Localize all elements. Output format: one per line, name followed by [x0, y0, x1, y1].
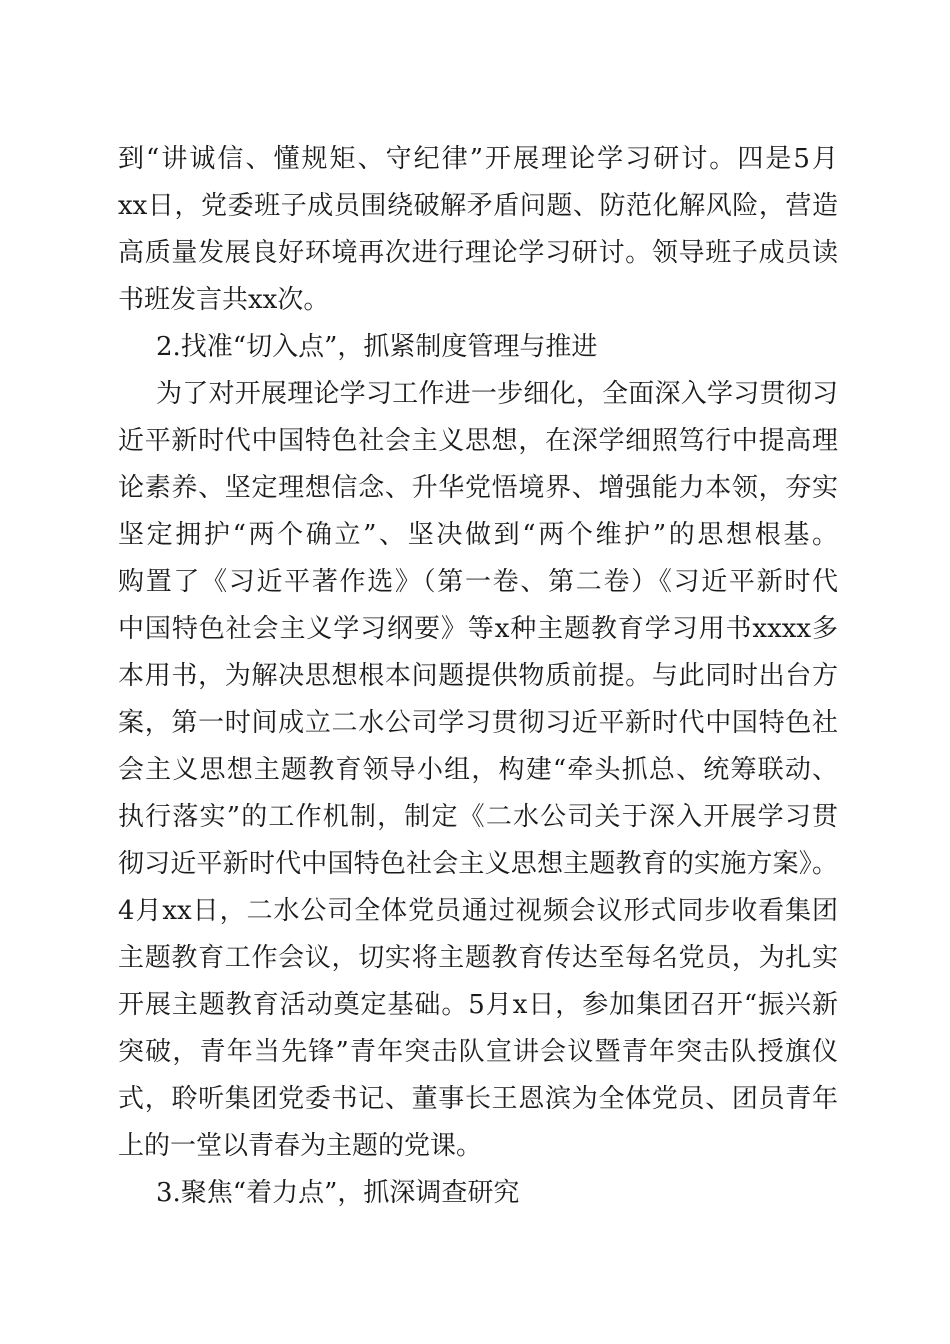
text-line: 突破，青年当先锋”青年突击队宣讲会议暨青年突击队授旗仪	[118, 1037, 838, 1067]
text-line: 案，第一时间成立二水公司学习贯彻习近平新时代中国特色社	[118, 708, 838, 738]
text-line: 为了对开展理论学习工作进一步细化，全面深入学习贯彻习	[156, 379, 838, 409]
text-line: xx日，党委班子成员围绕破解矛盾问题、防范化解风险，营造	[118, 191, 838, 221]
text-line: 执行落实”的工作机制，制定《二水公司关于深入开展学习贯	[118, 802, 838, 832]
text-line: 书班发言共xx次。	[118, 285, 330, 315]
text-line: 近平新时代中国特色社会主义思想，在深学细照笃行中提高理	[118, 426, 838, 456]
text-line: 购置了《习近平著作选》（第一卷、第二卷）《习近平新时代	[118, 567, 838, 597]
text-line: 中国特色社会主义学习纲要》等x种主题教育学习用书xxxx多	[118, 614, 838, 644]
text-line: 上的一堂以青春为主题的党课。	[118, 1131, 483, 1161]
text-line: 论素养、坚定理想信念、升华党悟境界、增强能力本领，夯实	[118, 473, 838, 503]
text-line: 开展主题教育活动奠定基础。5月x日，参加集团召开“振兴新	[118, 990, 838, 1020]
text-line: 本用书，为解决思想根本问题提供物质前提。与此同时出台方	[118, 661, 838, 691]
section-heading: 3.聚焦“着力点”，抓深调查研究	[156, 1178, 520, 1208]
text-line: 主题教育工作会议，切实将主题教育传达至每名党员，为扎实	[118, 943, 838, 973]
text-line: 坚定拥护“两个确立”、坚决做到“两个维护”的思想根基。	[118, 520, 838, 550]
text-line: 4月xx日，二水公司全体党员通过视频会议形式同步收看集团	[118, 896, 838, 926]
text-line: 到“讲诚信、懂规矩、守纪律”开展理论学习研讨。四是5月	[118, 144, 838, 174]
text-line: 会主义思想主题教育领导小组，构建“牵头抓总、统筹联动、	[118, 755, 838, 785]
text-line: 式，聆听集团党委书记、董事长王恩滨为全体党员、团员青年	[118, 1084, 838, 1114]
text-line: 彻习近平新时代中国特色社会主义思想主题教育的实施方案》。	[118, 849, 838, 879]
section-heading: 2.找准“切入点”，抓紧制度管理与推进	[156, 332, 598, 362]
text-line: 高质量发展良好环境再次进行理论学习研讨。领导班子成员读	[118, 238, 838, 268]
